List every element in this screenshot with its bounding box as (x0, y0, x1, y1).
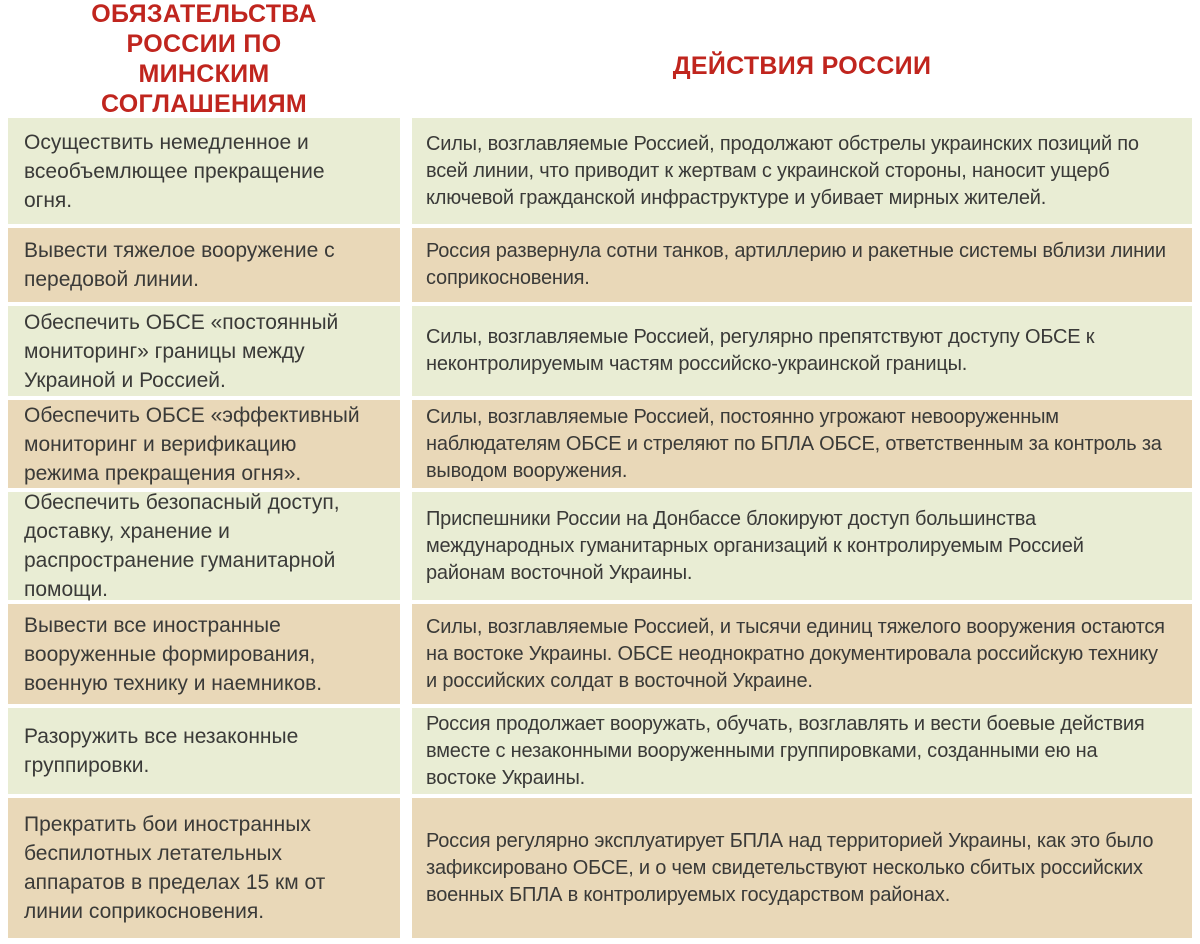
column-header-actions (412, 4, 1192, 114)
column-header-actions-label: ДЕЙСТВИЯ РОССИИ (672, 52, 932, 80)
action-cell-border-monitoring: Силы, возглавляемые Россией, регулярно препятствуют доступу ОБСЕ к неконтролируемым частям российско-украинской границы. (412, 306, 1192, 396)
obligation-cell-foreign-forces: Вывести все иностранные вооруженные формирования, военную технику и наемников. (8, 604, 400, 704)
obligation-cell-disarm-groups: Разоружить все незаконные группировки. (8, 708, 400, 794)
obligation-cell-ceasefire: Осуществить немедленное и всеобъемлющее прекращение огня. (8, 118, 400, 224)
action-cell-humanitarian-aid: Приспешники России на Донбассе блокируют доступ большинства международных гуманитарных организаций к контролируемым Россией районам восточной Украины. (412, 492, 1192, 600)
obligation-cell-osce-verification: Обеспечить ОБСЕ «эффективный мониторинг и верификацию режима прекращения огня». (8, 400, 400, 488)
obligation-cell-humanitarian-aid: Обеспечить безопасный доступ, доставку, хранение и распространение гуманитарной помощи. (8, 492, 400, 600)
column-header-obligations-label: ОБЯЗАТЕЛЬСТВА РОССИИ ПО МИНСКИМ СОГЛАШЕНИЯМ (91, 0, 317, 118)
action-cell-ceasefire: Силы, возглавляемые Россией, продолжают обстрелы украинских позиций по всей линии, что приводит к жертвам с украинской стороны, наносит ущерб ключевой гражданской инфраструктуре и убивает мирных жителей. (412, 118, 1192, 224)
action-cell-foreign-forces: Силы, возглавляемые Россией, и тысячи единиц тяжелого вооружения остаются на востоке Украины. ОБСЕ неоднократно документировала российскую технику и российских солдат в восточной Украине. (412, 604, 1192, 704)
column-header-obligations (8, 0, 400, 118)
obligation-cell-border-monitoring: Обеспечить ОБСЕ «постоянный мониторинг» границы между Украиной и Россией. (8, 306, 400, 396)
obligation-cell-uav-flights: Прекратить бои иностранных беспилотных летательных аппаратов в пределах 15 км от линии соприкосновения. (8, 798, 400, 938)
action-cell-osce-verification: Силы, возглавляемые Россией, постоянно угрожают невооруженным наблюдателям ОБСЕ и стреляют по БПЛА ОБСЕ, ответственным за контроль за выводом вооружения. (412, 400, 1192, 488)
action-cell-uav-flights: Россия регулярно эксплуатирует БПЛА над территорией Украины, как это было зафиксировано ОБСЕ, и о чем свидетельствуют несколько сбитых российских военных БПЛА в контролируемых государством районах. (412, 798, 1192, 938)
action-cell-disarm-groups: Россия продолжает вооружать, обучать, возглавлять и вести боевые действия вместе с незаконными вооруженными группировками, созданными ею на востоке Украины. (412, 708, 1192, 794)
action-cell-heavy-weapons: Россия развернула сотни танков, артиллерию и ракетные системы вблизи линии соприкосновения. (412, 228, 1192, 302)
obligation-cell-heavy-weapons: Вывести тяжелое вооружение с передовой линии. (8, 228, 400, 302)
